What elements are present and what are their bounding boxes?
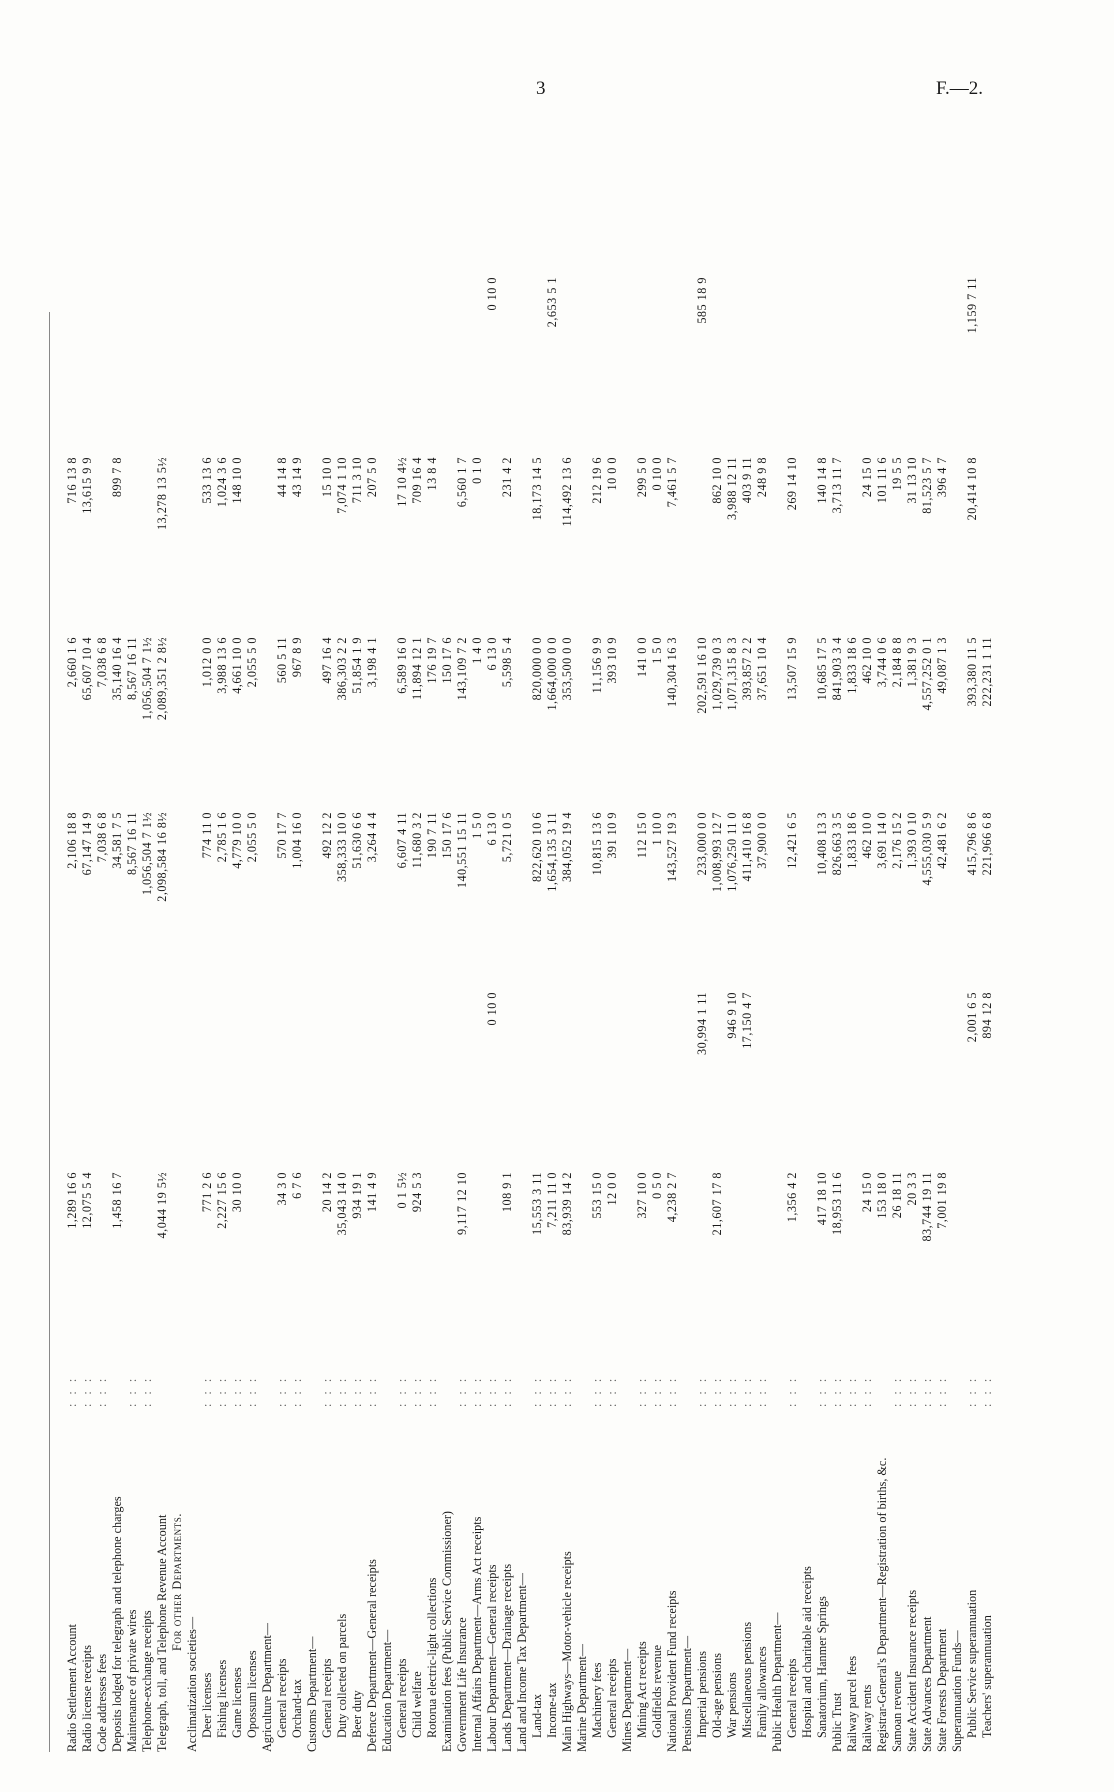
amount-col-4: 2,660 1 6 bbox=[65, 637, 79, 688]
amount-col-3: 2,055 5 0 bbox=[245, 812, 259, 863]
row-label: Customs Department— bbox=[305, 1636, 319, 1752]
amount-col-3: 10,408 13 3 bbox=[815, 812, 829, 876]
row-label: Main Highways—Motor-vehicle receipts bbox=[560, 1551, 574, 1752]
row-label: Lands Department—Drainage receipts bbox=[500, 1563, 514, 1752]
leader-dots: : : : bbox=[290, 1375, 304, 1407]
row-label: Government Life Insurance bbox=[455, 1617, 469, 1752]
amount-col-4: 141 0 0 bbox=[635, 637, 649, 678]
amount-col-5: 44 14 8 bbox=[275, 457, 289, 498]
amount-col-5: 148 10 0 bbox=[230, 457, 244, 504]
amount-col-4: 4,557,252 0 1 bbox=[920, 637, 934, 711]
amount-col-4: 1 5 0 bbox=[650, 637, 664, 664]
amount-col-3: 11,680 3 2 bbox=[410, 812, 424, 869]
amount-col-1: 1,458 16 7 bbox=[110, 1172, 124, 1229]
amount-col-3: 1,056,504 7 1½ bbox=[140, 812, 154, 896]
amount-col-4: 462 10 0 bbox=[860, 637, 874, 684]
row-label: Public Service superannuation bbox=[965, 1589, 979, 1738]
amount-col-4: 150 17 6 bbox=[440, 637, 454, 684]
amount-col-1: 108 9 1 bbox=[500, 1172, 514, 1213]
amount-col-4: 841,903 3 4 bbox=[830, 637, 844, 701]
amount-col-5: 43 14 9 bbox=[290, 457, 304, 498]
row-label: Defence Department—General receipts bbox=[365, 1559, 379, 1752]
amount-col-5: 114,492 13 6 bbox=[560, 457, 574, 527]
amount-col-3: 6 13 0 bbox=[485, 812, 499, 846]
row-label: State Accident Insurance receipts bbox=[905, 1589, 919, 1752]
row-label: Goldfields revenue bbox=[650, 1644, 664, 1738]
amount-col-5: 231 4 2 bbox=[500, 457, 514, 498]
amount-col-4: 140,304 16 3 bbox=[665, 637, 679, 707]
amount-col-3: 42,481 6 2 bbox=[935, 812, 949, 869]
row-label: State Forests Department bbox=[935, 1628, 949, 1752]
amount-col-5: 3,988 12 11 bbox=[725, 457, 739, 520]
row-label: Beer duty bbox=[350, 1690, 364, 1738]
amount-col-1: 327 10 0 bbox=[635, 1172, 649, 1219]
leader-dots: : : : bbox=[425, 1375, 439, 1407]
amount-col-5: 20,414 10 8 bbox=[965, 457, 979, 521]
row-label: Mines Department— bbox=[620, 1648, 634, 1752]
amount-col-1: 15,553 3 11 bbox=[530, 1172, 544, 1235]
row-label: General receipts bbox=[395, 1658, 409, 1738]
amount-col-3: 4,779 10 0 bbox=[230, 812, 244, 869]
amount-col-4: 2,184 8 8 bbox=[890, 637, 904, 688]
amount-col-4: 51,854 1 9 bbox=[350, 637, 364, 694]
amount-col-3: 411,410 16 8 bbox=[740, 812, 754, 882]
leader-dots: : : : bbox=[335, 1375, 349, 1407]
leader-dots: : : : bbox=[785, 1375, 799, 1407]
amount-col-1: 35,043 14 0 bbox=[335, 1172, 349, 1236]
amount-col-3: 358,333 10 0 bbox=[335, 812, 349, 882]
amount-col-1: 20 3 3 bbox=[905, 1172, 919, 1206]
amount-col-3: 826,663 3 5 bbox=[830, 812, 844, 876]
amount-col-3: 3,264 4 4 bbox=[365, 812, 379, 863]
amount-col-3: 822,620 10 6 bbox=[530, 812, 544, 882]
amount-col-3: 3,691 14 0 bbox=[875, 812, 889, 869]
amount-col-3: 1 5 0 bbox=[470, 812, 484, 839]
amount-col-3: 462 10 0 bbox=[860, 812, 874, 859]
row-label: Deer licenses bbox=[200, 1672, 214, 1738]
amount-col-1: 924 5 3 bbox=[410, 1172, 424, 1213]
leader-dots: : : : bbox=[890, 1375, 904, 1407]
amount-col-3: 8,567 16 11 bbox=[125, 812, 139, 875]
amount-col-4: 497 16 4 bbox=[320, 637, 334, 684]
leader-dots: : : : bbox=[860, 1375, 874, 1407]
row-label: Agriculture Department— bbox=[260, 1623, 274, 1752]
amount-col-1: 0 1 5½ bbox=[395, 1172, 409, 1209]
amount-col-4: 35,140 16 4 bbox=[110, 637, 124, 701]
amount-col-4: 7,038 6 8 bbox=[95, 637, 109, 688]
amount-col-1: 26 18 11 bbox=[890, 1172, 904, 1219]
leader-dots: : : : bbox=[200, 1375, 214, 1407]
leader-dots: : : : bbox=[365, 1375, 379, 1407]
amount-col-1: 20 14 2 bbox=[320, 1172, 334, 1213]
amount-col-4: 1,071,315 8 3 bbox=[725, 637, 739, 711]
amount-col-1: 7,001 19 8 bbox=[935, 1172, 949, 1229]
amount-col-4: 386,303 2 2 bbox=[335, 637, 349, 701]
leader-dots: : : : bbox=[650, 1375, 664, 1407]
amount-col-3: 112 15 0 bbox=[635, 812, 649, 859]
amount-col-5: 709 16 4 bbox=[410, 457, 424, 504]
amount-col-6: 1,159 7 11 bbox=[965, 277, 979, 334]
amount-col-4: 393 10 9 bbox=[605, 637, 619, 684]
amount-col-1: 153 18 0 bbox=[875, 1172, 889, 1219]
leader-dots: : : : bbox=[410, 1375, 424, 1407]
amount-col-5: 899 7 8 bbox=[110, 457, 124, 498]
amount-col-4: 393,857 2 2 bbox=[740, 637, 754, 701]
amount-col-3: 2,176 15 2 bbox=[890, 812, 904, 869]
amount-col-3: 384,052 19 4 bbox=[560, 812, 574, 882]
amount-col-4: 1,012 0 0 bbox=[200, 637, 214, 688]
amount-col-3: 6,607 4 11 bbox=[395, 812, 409, 869]
leader-dots: : : : bbox=[125, 1375, 139, 1407]
leader-dots: : : : bbox=[320, 1375, 334, 1407]
amount-col-4: 8,567 16 11 bbox=[125, 637, 139, 700]
amount-col-2: 946 9 10 bbox=[725, 992, 739, 1039]
amount-col-4: 3,744 0 6 bbox=[875, 637, 889, 688]
amount-col-1: 934 19 1 bbox=[350, 1172, 364, 1219]
row-label: General receipts bbox=[785, 1658, 799, 1738]
leader-dots: : : : bbox=[245, 1375, 259, 1407]
amount-col-5: 207 5 0 bbox=[365, 457, 379, 498]
amount-col-2: 894 12 8 bbox=[980, 992, 994, 1039]
row-label: Machinery fees bbox=[590, 1662, 604, 1738]
row-label: Teachers' superannuation bbox=[980, 1615, 994, 1738]
row-label: Superannuation Funds— bbox=[950, 1630, 964, 1752]
amount-col-3: 1 10 0 bbox=[650, 812, 664, 846]
row-label: Orchard-tax bbox=[290, 1679, 304, 1738]
amount-col-5: 140 14 8 bbox=[815, 457, 829, 504]
amount-col-5: 299 5 0 bbox=[635, 457, 649, 498]
amount-col-4: 1 4 0 bbox=[470, 637, 484, 664]
row-label: Game licenses bbox=[230, 1667, 244, 1738]
amount-col-4: 13,507 15 9 bbox=[785, 637, 799, 701]
amount-col-4: 353,500 0 0 bbox=[560, 637, 574, 701]
leader-dots: : : : bbox=[80, 1375, 94, 1407]
amount-col-1: 12 0 0 bbox=[605, 1172, 619, 1206]
amount-col-1: 9,117 12 10 bbox=[455, 1172, 469, 1235]
leader-dots: : : : bbox=[905, 1375, 919, 1407]
row-label: Miscellaneous pensions bbox=[740, 1621, 754, 1738]
row-label: Sanatorium, Hanmer Springs bbox=[815, 1596, 829, 1738]
amount-col-1: 553 15 0 bbox=[590, 1172, 604, 1219]
amount-col-1: 18,953 11 6 bbox=[830, 1172, 844, 1235]
amount-col-5: 7,461 5 7 bbox=[665, 457, 679, 508]
amount-col-6: 2,653 5 1 bbox=[545, 277, 559, 328]
leader-dots: : : : bbox=[65, 1375, 79, 1407]
amount-col-5: 101 11 6 bbox=[875, 457, 889, 504]
amount-col-5: 396 4 7 bbox=[935, 457, 949, 498]
amount-col-3: 2,785 1 6 bbox=[215, 812, 229, 863]
row-label: Acclimatization societies— bbox=[185, 1616, 199, 1752]
leader-dots: : : : bbox=[500, 1375, 514, 1407]
row-label: Hospital and charitable aid receipts bbox=[800, 1566, 814, 1738]
row-label: General receipts bbox=[275, 1658, 289, 1738]
row-label: Radio license receipts bbox=[80, 1645, 94, 1752]
page-number: 3 bbox=[536, 78, 546, 99]
amount-col-4: 143,109 7 2 bbox=[455, 637, 469, 701]
amount-col-1: 1,289 16 6 bbox=[65, 1172, 79, 1229]
amount-col-4: 37,651 10 4 bbox=[755, 637, 769, 701]
amount-col-4: 1,029,739 0 3 bbox=[710, 637, 724, 711]
amount-col-4: 11,894 12 1 bbox=[410, 637, 424, 700]
amount-col-4: 1,833 18 6 bbox=[845, 637, 859, 694]
row-label: Education Department— bbox=[380, 1629, 394, 1752]
leader-dots: : : : bbox=[830, 1375, 844, 1407]
leader-dots: : : : bbox=[275, 1375, 289, 1407]
amount-col-1: 83,939 14 2 bbox=[560, 1172, 574, 1236]
row-label: Pensions Department— bbox=[680, 1635, 694, 1752]
amount-col-5: 533 13 6 bbox=[200, 457, 214, 504]
amount-col-4: 2,089,351 2 8½ bbox=[155, 637, 169, 721]
leader-dots: : : : bbox=[965, 1375, 979, 1407]
amount-col-3: 1,654,135 3 11 bbox=[545, 812, 559, 892]
row-label: Telephone-exchange receipts bbox=[140, 1610, 154, 1752]
amount-col-3: 1,393 0 10 bbox=[905, 812, 919, 869]
amount-col-1: 417 18 10 bbox=[815, 1172, 829, 1226]
row-label: Railway rents bbox=[860, 1684, 874, 1752]
amount-col-3: 37,900 0 0 bbox=[755, 812, 769, 869]
amount-col-5: 19 5 5 bbox=[890, 457, 904, 491]
table-row bbox=[980, 142, 1000, 1752]
row-label: Examination fees (Public Service Commissioner) bbox=[440, 1511, 454, 1752]
leader-dots: : : : bbox=[530, 1375, 544, 1407]
amount-col-3: 2,106 18 8 bbox=[65, 812, 79, 869]
row-label: National Provident Fund receipts bbox=[665, 1590, 679, 1752]
amount-col-5: 24 15 0 bbox=[860, 457, 874, 498]
amount-col-4: 393,380 11 5 bbox=[965, 637, 979, 707]
row-label: Land and Income Tax Department— bbox=[515, 1573, 529, 1752]
amount-col-3: 140,551 15 11 bbox=[455, 812, 469, 889]
amount-col-1: 34 3 0 bbox=[275, 1172, 289, 1206]
amount-col-5: 7,074 1 10 bbox=[335, 457, 349, 514]
amount-col-5: 31 13 10 bbox=[905, 457, 919, 504]
row-label: Rotorua electric-light collections bbox=[425, 1577, 439, 1738]
row-label: Railway parcel fees bbox=[845, 1655, 859, 1752]
leader-dots: : : : bbox=[545, 1375, 559, 1407]
amount-col-3: 221,966 6 8 bbox=[980, 812, 994, 876]
leader-dots: : : : bbox=[695, 1375, 709, 1407]
leader-dots: : : : bbox=[395, 1375, 409, 1407]
amount-col-4: 202,591 16 10 bbox=[695, 637, 709, 714]
row-label: Imperial pensions bbox=[695, 1651, 709, 1738]
amount-col-4: 1,381 9 3 bbox=[905, 637, 919, 688]
amount-col-5: 0 10 0 bbox=[650, 457, 664, 491]
amount-col-4: 49,087 1 3 bbox=[935, 637, 949, 694]
leader-dots: : : : bbox=[560, 1375, 574, 1407]
amount-col-3: 570 17 7 bbox=[275, 812, 289, 859]
amount-col-5: 716 13 8 bbox=[65, 457, 79, 504]
amount-col-3: 150 17 6 bbox=[440, 812, 454, 859]
leader-dots: : : : bbox=[455, 1375, 469, 1407]
amount-col-1: 141 4 9 bbox=[365, 1172, 379, 1213]
amount-col-3: 774 11 0 bbox=[200, 812, 214, 859]
amount-col-3: 7,038 6 8 bbox=[95, 812, 109, 863]
amount-col-3: 492 12 2 bbox=[320, 812, 334, 859]
amount-col-3: 5,721 0 5 bbox=[500, 812, 514, 863]
amount-col-4: 2,055 5 0 bbox=[245, 637, 259, 688]
amount-col-5: 212 19 6 bbox=[590, 457, 604, 504]
amount-col-3: 190 7 11 bbox=[425, 812, 439, 859]
amount-col-1: 1,356 4 2 bbox=[785, 1172, 799, 1223]
amount-col-2: 2,001 6 5 bbox=[965, 992, 979, 1043]
amount-col-3: 10,815 13 6 bbox=[590, 812, 604, 876]
amount-col-4: 65,607 10 4 bbox=[80, 637, 94, 701]
row-label: Internal Affairs Department—Arms Act receipts bbox=[470, 1516, 484, 1752]
leader-dots: : : : bbox=[725, 1375, 739, 1407]
amount-col-5: 0 1 0 bbox=[470, 457, 484, 484]
amount-col-3: 415,796 8 6 bbox=[965, 812, 979, 876]
amount-col-1: 7,211 11 0 bbox=[545, 1172, 559, 1228]
amount-col-3: 1,076,250 11 0 bbox=[725, 812, 739, 892]
amount-col-5: 10 0 0 bbox=[605, 457, 619, 491]
section-title: For other Departments. bbox=[170, 1512, 184, 1652]
amount-col-1: 12,075 5 4 bbox=[80, 1172, 94, 1229]
row-label: Public Health Department— bbox=[770, 1612, 784, 1752]
amount-col-1: 2,227 15 6 bbox=[215, 1172, 229, 1229]
amount-col-1: 21,607 17 8 bbox=[710, 1172, 724, 1236]
row-label: Income-tax bbox=[545, 1682, 559, 1738]
amount-col-5: 269 14 10 bbox=[785, 457, 799, 511]
amount-col-3: 1,008,993 12 7 bbox=[710, 812, 724, 893]
amount-col-4: 5,598 5 4 bbox=[500, 637, 514, 688]
amount-col-5: 17 10 4½ bbox=[395, 457, 409, 507]
leader-dots: : : : bbox=[590, 1375, 604, 1407]
amount-col-2: 17,150 4 7 bbox=[740, 992, 754, 1049]
amount-col-2: 30,994 1 11 bbox=[695, 992, 709, 1055]
leader-dots: : : : bbox=[665, 1375, 679, 1407]
leader-dots: : : : bbox=[980, 1375, 994, 1407]
leader-dots: : : : bbox=[470, 1375, 484, 1407]
amount-col-4: 222,231 1 11 bbox=[980, 637, 994, 707]
amount-col-5: 403 9 11 bbox=[740, 457, 754, 504]
leader-dots: : : : bbox=[935, 1375, 949, 1407]
amount-col-4: 3,988 13 6 bbox=[215, 637, 229, 694]
leader-dots: : : : bbox=[755, 1375, 769, 1407]
amount-col-3: 51,630 6 6 bbox=[350, 812, 364, 869]
amount-col-5: 81,523 5 7 bbox=[920, 457, 934, 514]
amount-col-5: 3,713 11 7 bbox=[830, 457, 844, 514]
amount-col-4: 1,664,000 0 0 bbox=[545, 637, 559, 711]
amount-col-3: 1,004 16 0 bbox=[290, 812, 304, 869]
amount-col-3: 143,527 19 3 bbox=[665, 812, 679, 882]
amount-col-5: 1,024 3 6 bbox=[215, 457, 229, 508]
leader-dots: : : : bbox=[740, 1375, 754, 1407]
amount-col-4: 4,661 10 0 bbox=[230, 637, 244, 694]
row-label: Fishing licenses bbox=[215, 1659, 229, 1738]
amount-col-4: 176 19 7 bbox=[425, 637, 439, 684]
leader-dots: : : : bbox=[485, 1375, 499, 1407]
leader-dots: : : : bbox=[605, 1375, 619, 1407]
row-label: Duty collected on parcels bbox=[335, 1613, 349, 1738]
row-label: Maintenance of private wires bbox=[125, 1609, 139, 1752]
amount-col-4: 6 13 0 bbox=[485, 637, 499, 671]
row-label: Deposits lodged for telegraph and telephone charges bbox=[110, 1496, 124, 1752]
row-label: Marine Department— bbox=[575, 1644, 589, 1752]
amount-col-5: 13,278 13 5½ bbox=[155, 457, 169, 531]
amount-col-2: 0 10 0 bbox=[485, 992, 499, 1026]
amount-col-5: 15 10 0 bbox=[320, 457, 334, 498]
amount-col-4: 820,000 0 0 bbox=[530, 637, 544, 701]
row-label: Old-age pensions bbox=[710, 1653, 724, 1738]
row-label: General receipts bbox=[605, 1658, 619, 1738]
amount-col-3: 1,833 18 6 bbox=[845, 812, 859, 869]
amount-col-5: 248 9 8 bbox=[755, 457, 769, 498]
row-label: War pensions bbox=[725, 1672, 739, 1738]
amount-col-1: 4,044 19 5½ bbox=[155, 1172, 169, 1239]
leader-dots: : : : bbox=[215, 1375, 229, 1407]
leader-dots: : : : bbox=[95, 1375, 109, 1407]
amount-col-3: 67,147 14 9 bbox=[80, 812, 94, 876]
amount-col-4: 11,156 9 9 bbox=[590, 637, 604, 694]
row-label: Telegraph, toll, and Telephone Revenue Account bbox=[155, 1514, 169, 1752]
amount-col-1: 30 10 0 bbox=[230, 1172, 244, 1213]
amount-col-5: 711 3 10 bbox=[350, 457, 364, 504]
row-label: Radio Settlement Account bbox=[65, 1624, 79, 1752]
row-label: General receipts bbox=[320, 1658, 334, 1738]
amount-col-4: 967 8 9 bbox=[290, 637, 304, 678]
amount-col-4: 6,589 16 0 bbox=[395, 637, 409, 694]
row-label: Land-tax bbox=[530, 1694, 544, 1738]
amount-col-4: 3,198 4 1 bbox=[365, 637, 379, 688]
amount-col-4: 10,685 17 5 bbox=[815, 637, 829, 701]
amount-col-1: 24 15 0 bbox=[860, 1172, 874, 1213]
amount-col-5: 13,615 9 9 bbox=[80, 457, 94, 514]
row-label: Family allowances bbox=[755, 1646, 769, 1738]
leader-dots: : : : bbox=[845, 1375, 859, 1407]
leader-dots: : : : bbox=[710, 1375, 724, 1407]
amount-col-5: 6,560 1 7 bbox=[455, 457, 469, 508]
amount-col-4: 1,056,504 7 1½ bbox=[140, 637, 154, 721]
amount-col-6: 585 18 9 bbox=[695, 277, 709, 324]
leader-dots: : : : bbox=[230, 1375, 244, 1407]
amount-col-3: 391 10 9 bbox=[605, 812, 619, 859]
row-label: Samoan revenue bbox=[890, 1671, 904, 1752]
row-label: Mining Act receipts bbox=[635, 1641, 649, 1738]
rotated-accounts-table bbox=[35, 142, 1075, 1752]
row-label: Code addresses fees bbox=[95, 1653, 109, 1752]
row-label: Child welfare bbox=[410, 1671, 424, 1738]
row-label: Labour Department—General receipts bbox=[485, 1564, 499, 1752]
amount-col-1: 4,238 2 7 bbox=[665, 1172, 679, 1223]
amount-col-3: 2,098,584 16 8½ bbox=[155, 812, 169, 902]
row-label: Public Trust bbox=[830, 1692, 844, 1752]
amount-col-5: 18,173 14 5 bbox=[530, 457, 544, 521]
amount-col-5: 13 8 4 bbox=[425, 457, 439, 491]
amount-col-3: 233,000 0 0 bbox=[695, 812, 709, 876]
row-label: Opossum licenses bbox=[245, 1650, 259, 1738]
amount-col-6: 0 10 0 bbox=[485, 277, 499, 311]
table-top-rule bbox=[49, 312, 50, 1752]
amount-col-1: 83,744 19 11 bbox=[920, 1172, 934, 1242]
row-label: State Advances Department bbox=[920, 1616, 934, 1752]
amount-col-5: 862 10 0 bbox=[710, 457, 724, 504]
page-reference: F.—2. bbox=[936, 78, 984, 99]
row-label: Registrar-General's Department—Registration of births, &c. bbox=[875, 1457, 889, 1752]
amount-col-4: 560 5 11 bbox=[275, 637, 289, 684]
amount-col-1: 6 7 6 bbox=[290, 1172, 304, 1199]
leader-dots: : : : bbox=[350, 1375, 364, 1407]
leader-dots: : : : bbox=[815, 1375, 829, 1407]
amount-col-3: 4,555,030 5 9 bbox=[920, 812, 934, 886]
leader-dots: : : : bbox=[140, 1375, 154, 1407]
leader-dots: : : : bbox=[635, 1375, 649, 1407]
amount-col-3: 34,581 7 5 bbox=[110, 812, 124, 869]
leader-dots: : : : bbox=[920, 1375, 934, 1407]
amount-col-1: 0 5 0 bbox=[650, 1172, 664, 1199]
amount-col-1: 771 2 6 bbox=[200, 1172, 214, 1213]
amount-col-3: 12,421 6 5 bbox=[785, 812, 799, 869]
